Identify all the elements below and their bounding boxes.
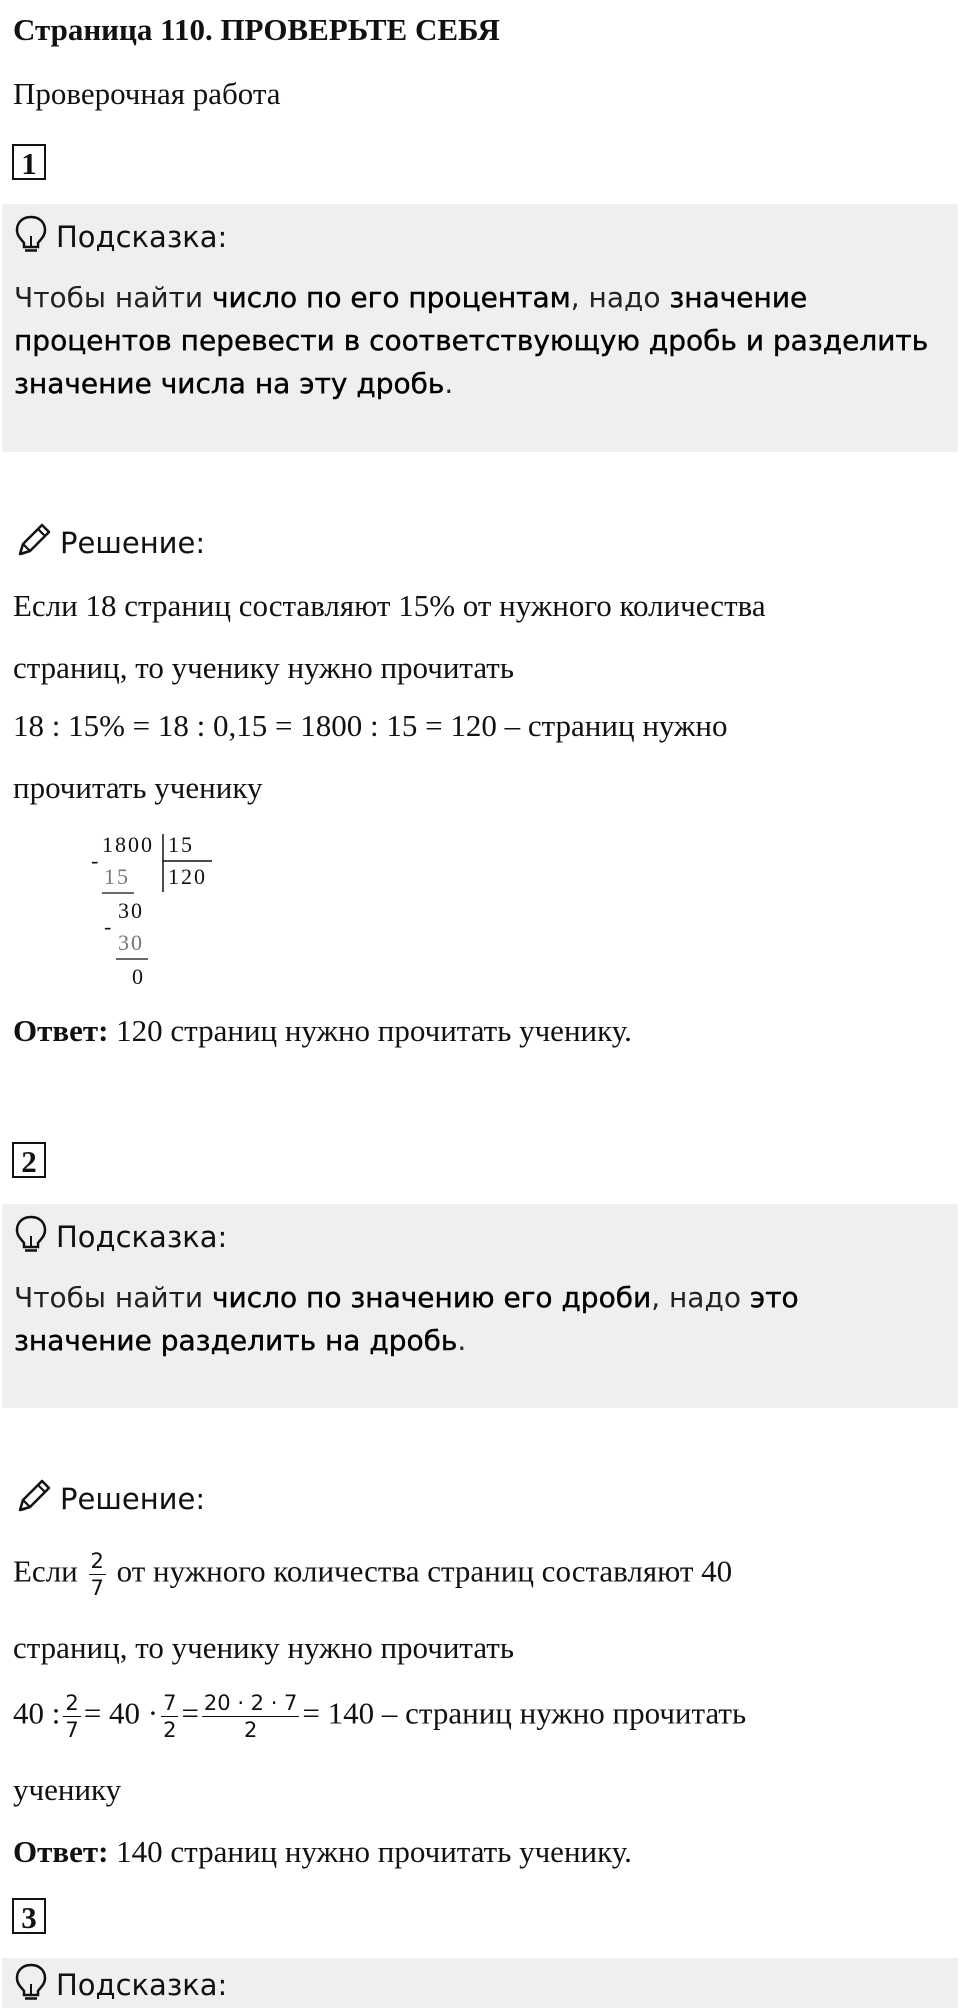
division-minus: - — [104, 914, 114, 939]
lightbulb-icon — [14, 1962, 48, 2007]
fraction-numerator: 2 — [65, 1691, 79, 1715]
division-remainder: 0 — [132, 964, 145, 989]
hint-text-part: . — [457, 1324, 467, 1357]
solution-header-1 — [14, 520, 205, 565]
hint-header — [14, 1214, 227, 1259]
hint-text — [14, 1276, 914, 1362]
answer-label: Ответ: — [13, 1834, 109, 1869]
solution-line — [13, 1548, 732, 1601]
fraction-numerator: 20 · 2 · 7 — [203, 1691, 298, 1715]
division-subtrahend: 15 — [104, 864, 130, 889]
hint-box-3 — [2, 1958, 958, 2008]
answer-label: Ответ: — [13, 1013, 109, 1048]
fraction-denominator: 2 — [243, 1718, 258, 1742]
solution-header-2 — [14, 1476, 205, 1521]
hint-text — [14, 276, 944, 405]
hint-emphasis: число по значению его дроби — [211, 1281, 652, 1314]
division-divisor: 15 — [168, 832, 194, 857]
solution-text: = 40 · — [83, 1695, 159, 1731]
page-subtitle: Проверочная работа — [13, 76, 281, 111]
fraction-numerator: 2 — [90, 1549, 104, 1573]
solution-label: Решение: — [60, 1481, 206, 1516]
solution-text: от нужного количества страниц составляют 40 — [116, 1553, 733, 1589]
hint-text-part: . — [444, 367, 454, 400]
fraction-denominator: 7 — [65, 1718, 79, 1742]
solution-line: ученику — [13, 1772, 122, 1807]
fraction-denominator: 7 — [90, 1576, 104, 1600]
division-quotient: 120 — [168, 864, 207, 889]
solution-text: 40 : — [13, 1695, 61, 1731]
solution-line: Если 18 страниц составляют 15% от нужного количества — [13, 588, 766, 623]
hint-box-2 — [2, 1204, 958, 1408]
solution-text: Если — [13, 1553, 78, 1589]
solution-text: = 140 – страниц нужно прочитать — [302, 1695, 747, 1731]
fraction — [161, 1690, 178, 1743]
hint-text-part: , надо — [570, 281, 670, 314]
fraction — [63, 1690, 80, 1743]
fraction-denominator: 2 — [163, 1718, 177, 1742]
solution-line: страниц, то ученику нужно прочитать — [13, 1630, 514, 1665]
division-minus: - — [91, 848, 101, 873]
hint-label: Подсказка: — [56, 1967, 228, 2002]
fraction-numerator: 7 — [163, 1691, 177, 1715]
pencil-icon — [14, 1476, 54, 1521]
lightbulb-icon — [14, 214, 48, 259]
hint-label: Подсказка: — [56, 1219, 228, 1254]
division-dividend: 1800 — [102, 832, 154, 857]
lightbulb-icon — [14, 1214, 48, 1259]
answer-2 — [13, 1834, 632, 1870]
solution-label: Решение: — [60, 525, 206, 560]
hint-box-1 — [2, 204, 958, 452]
hint-text-part: Чтобы найти — [14, 281, 212, 314]
solution-line: 18 : 15% = 18 : 0,15 = 1800 : 15 = 120 – страниц нужно — [13, 708, 728, 743]
hint-text-part: Чтобы найти — [14, 1281, 212, 1314]
hint-header — [14, 1962, 227, 2007]
hint-text-part: , надо — [651, 1281, 750, 1314]
solution-line — [13, 1690, 746, 1743]
solution-line: страниц, то ученику нужно прочитать — [13, 650, 514, 685]
answer-1 — [13, 1013, 632, 1049]
division-remainder: 30 — [118, 898, 144, 923]
hint-emphasis: число по его процентам — [211, 281, 571, 314]
division-subtrahend: 30 — [118, 930, 144, 955]
hint-label: Подсказка: — [56, 219, 228, 254]
task-number-1: 1 — [12, 144, 46, 180]
hint-emphasis: это значение разделить на дробь — [14, 1281, 799, 1357]
hint-header — [14, 214, 227, 259]
solution-line: прочитать ученику — [13, 770, 263, 805]
task-number-2: 2 — [12, 1142, 46, 1178]
long-division — [88, 830, 228, 995]
page-title: Страница 110. ПРОВЕРЬТЕ СЕБЯ — [13, 12, 500, 47]
fraction — [89, 1548, 106, 1601]
division-lines — [88, 830, 228, 995]
answer-text: 120 страниц нужно прочитать ученику. — [108, 1013, 632, 1048]
fraction — [202, 1690, 300, 1743]
task-number-3: 3 — [12, 1898, 46, 1934]
answer-text: 140 страниц нужно прочитать ученику. — [108, 1834, 632, 1869]
solution-text: = — [181, 1695, 199, 1731]
pencil-icon — [14, 520, 54, 565]
hint-emphasis: значение процентов перевести в соответствующую дробь и разделить значение числа на эту дробь — [14, 281, 929, 400]
